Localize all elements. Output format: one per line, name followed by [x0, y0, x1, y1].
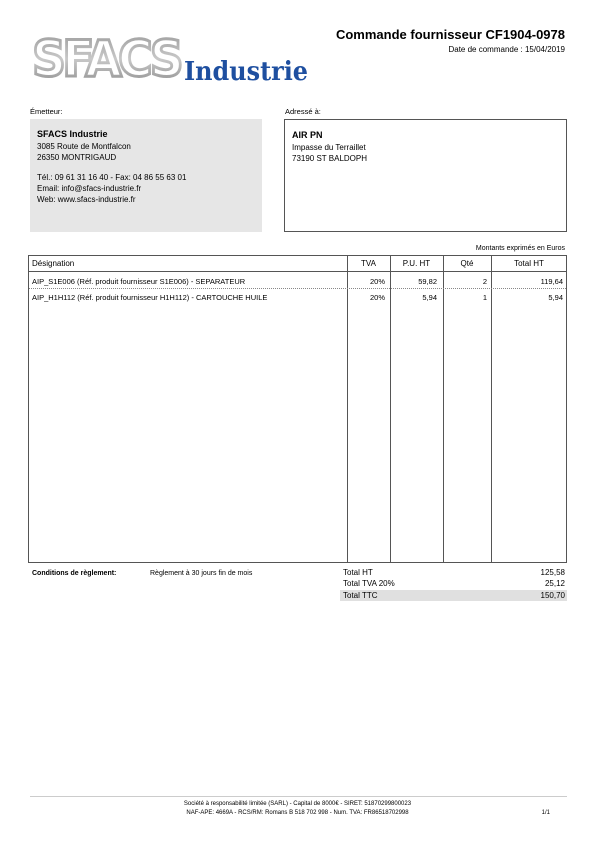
page-number: 1/1: [541, 810, 550, 816]
recipient-address-line1: Impasse du Terraillet: [292, 143, 366, 152]
row-designation: AIP_H1H112 (Réf. produit fournisseur H1H112) - CARTOUCHE HUILE: [32, 293, 268, 302]
order-date: Date de commande : 15/04/2019: [448, 45, 565, 54]
header-tva: TVA: [361, 259, 376, 268]
total-ht-label: Total HT: [343, 568, 373, 577]
footer-legal-line2: NAF-APE: 4669A - RCS/RM: Romans B 518 702 998 - Num. TVA: FR86518702998: [186, 810, 409, 816]
total-tva-value: 25,12: [544, 579, 565, 588]
row-tva: 20%: [369, 277, 385, 286]
column-divider: [390, 256, 391, 562]
row-designation: AIP_S1E006 (Réf. produit fournisseur S1E006) - SEPARATEUR: [32, 277, 246, 286]
currency-note: Montants exprimés en Euros: [475, 245, 565, 252]
payment-terms-label: Conditions de règlement:: [32, 570, 117, 577]
svg-text:SFACS: SFACS: [32, 30, 181, 88]
row-separator: [29, 288, 566, 289]
total-ttc-row: [340, 590, 567, 601]
total-ttc-label: Total TTC: [343, 591, 378, 600]
sender-email: Email: info@sfacs-industrie.fr: [37, 184, 142, 193]
sender-website: Web: www.sfacs-industrie.fr: [37, 195, 136, 204]
footer-divider: [30, 796, 567, 797]
header-designation: Désignation: [32, 259, 75, 268]
recipient-name: AIR PN: [292, 130, 323, 140]
row-quantity: 1: [482, 293, 487, 302]
recipient-box: [284, 119, 567, 232]
sender-address-line1: 3085 Route de Montfalcon: [37, 142, 131, 151]
total-ht-value: 125,58: [540, 568, 565, 577]
document-title: Commande fournisseur CF1904-0978: [335, 27, 565, 42]
row-total-ht: 119,64: [540, 277, 563, 286]
total-ht-row: [340, 567, 567, 578]
row-tva: 20%: [369, 293, 385, 302]
payment-terms-value: Règlement à 30 jours fin de mois: [150, 570, 253, 577]
header-unit-price: P.U. HT: [402, 259, 431, 268]
header-rule: [29, 271, 566, 272]
recipient-label: Adressé à:: [285, 107, 321, 116]
sender-label: Émetteur:: [30, 107, 63, 116]
header-quantity: Qté: [460, 259, 474, 268]
sender-address-line2: 26350 MONTRIGAUD: [37, 153, 117, 162]
svg-text:Industrie: Industrie: [184, 57, 308, 87]
column-divider: [347, 256, 348, 562]
footer-legal-line1: Société à responsabilité limitée (SARL) - Capital de 8000€ - SIRET: 51870299800023: [183, 801, 412, 807]
sender-phone: Tél.: 09 61 31 16 40 - Fax: 04 86 55 63 01: [37, 173, 187, 182]
items-table: [28, 255, 567, 563]
row-unit-price: 5,94: [422, 293, 437, 302]
column-divider: [491, 256, 492, 562]
total-ttc-value: 150,70: [540, 591, 565, 600]
row-total-ht: 5,94: [548, 293, 563, 302]
sender-name: SFACS Industrie: [37, 129, 108, 139]
company-logo: [30, 30, 320, 92]
total-tva-label: Total TVA 20%: [343, 579, 395, 588]
total-tva-row: [340, 578, 567, 589]
recipient-address-line2: 73190 ST BALDOPH: [292, 154, 368, 163]
column-divider: [443, 256, 444, 562]
sender-box: [30, 119, 262, 232]
row-quantity: 2: [482, 277, 487, 286]
header-total-ht: Total HT: [514, 259, 544, 268]
row-unit-price: 59,82: [418, 277, 437, 286]
